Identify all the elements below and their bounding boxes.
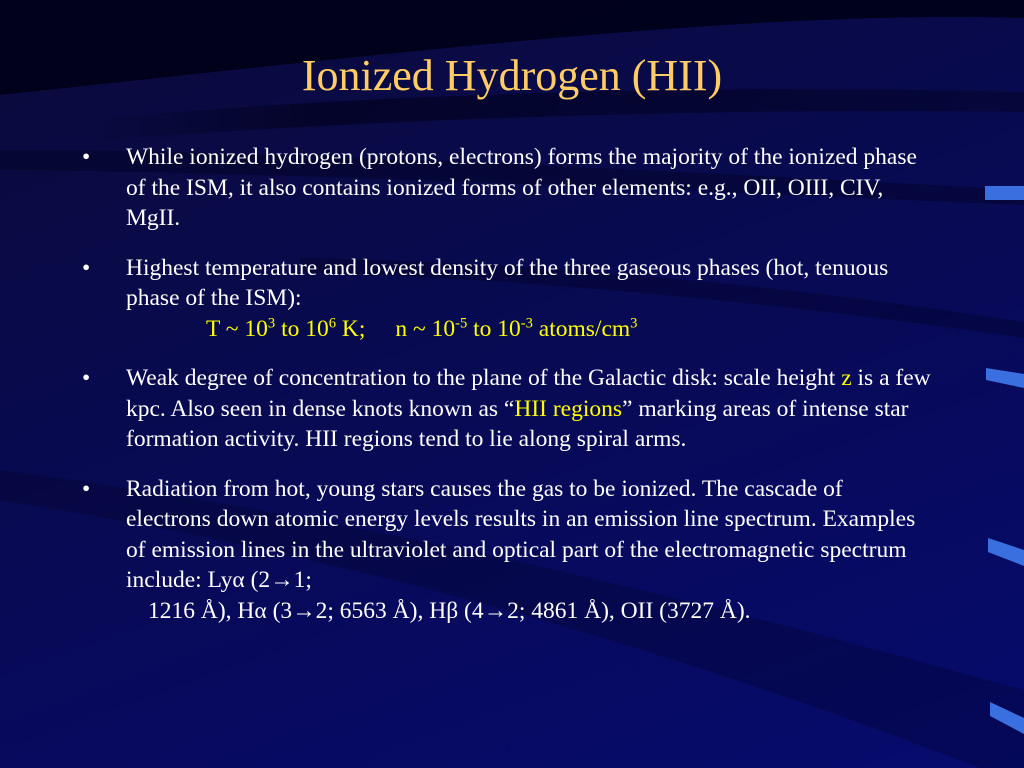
accent-bar-2 bbox=[986, 368, 1024, 388]
eq-n-exp3: 3 bbox=[630, 314, 638, 331]
bullet-text: ” marking areas of intense star formation activity. HII regions tend to lie along spiral arms. bbox=[126, 395, 909, 452]
hii-regions-term: HII regions bbox=[514, 395, 623, 422]
bullet-item-composition bbox=[82, 142, 932, 234]
eq-n-suffix: atoms/cm bbox=[532, 315, 631, 342]
eq-n-prefix: n ~ 10 bbox=[395, 315, 456, 342]
bullet-text: Highest temperature and lowest density of the three gaseous phases (hot, tenuous phase of the ISM): bbox=[126, 254, 889, 311]
eq-t-mid: to 10 bbox=[275, 315, 329, 342]
eq-t-prefix: T ~ 10 bbox=[206, 315, 268, 342]
eq-n-exp2: -3 bbox=[520, 314, 533, 331]
eq-t-exp2: 6 bbox=[328, 314, 336, 331]
bullet-text: While ionized hydrogen (protons, electrons) forms the majority of the ionized phase of the ISM, it also contains ionized forms of other elements: e.g., OII, OIII, CIV, MgII. bbox=[126, 144, 917, 231]
eq-n-mid: to 10 bbox=[467, 315, 521, 342]
emission-lines-list: 1216 Å), Hα (3→2; 6563 Å), Hβ (4→2; 4861 Å), OII (3727 Å). bbox=[148, 597, 751, 624]
bullet-item-temperature bbox=[82, 253, 932, 345]
bullet-dot: • bbox=[82, 475, 91, 502]
bullet-item-radiation bbox=[82, 474, 932, 627]
bullet-text: is a few kpc. Also seen in dense knots known as “ bbox=[126, 365, 931, 422]
bullet-text: Radiation from hot, young stars causes the gas to be ionized. The cascade of electrons down atomic energy levels results in an emission line spectrum. Examples of emission lines in the ultraviolet and optical part of the electromagnetic spectrum include: Lyα (2→1; bbox=[126, 475, 916, 593]
slide-title: Ionized Hydrogen (HII) bbox=[301, 51, 723, 100]
bullet-text: Weak degree of concentration to the plane of the Galactic disk: scale height bbox=[126, 365, 842, 391]
bullet-dot: • bbox=[82, 254, 91, 281]
accent-bar-3 bbox=[988, 538, 1024, 566]
accent-bar-1 bbox=[985, 186, 1024, 200]
bullet-item-concentration bbox=[82, 363, 932, 455]
temperature-density-equation bbox=[126, 314, 932, 345]
scale-height-z: z bbox=[841, 365, 852, 391]
bullet-dot: • bbox=[82, 144, 91, 170]
eq-n-exp1: -5 bbox=[455, 314, 468, 331]
bullet-dot: • bbox=[82, 365, 91, 391]
bullet-list bbox=[82, 142, 932, 645]
eq-t-suffix: K; bbox=[336, 315, 366, 342]
eq-t-exp1: 3 bbox=[267, 314, 276, 331]
